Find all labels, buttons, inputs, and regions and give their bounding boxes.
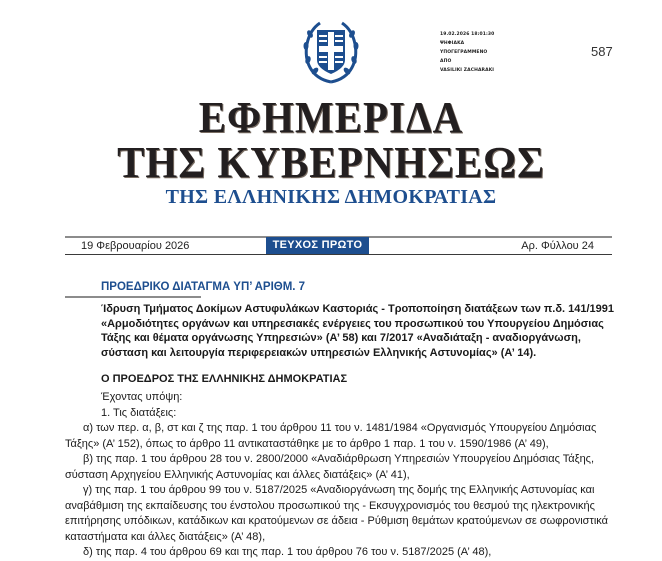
provision-a: α) των περ. α, β, στ και ζ της παρ. 1 του άρθρου 11 του ν. 1481/1984 «Οργανισμός Υπουργείου Δημόσιας Τάξης» (Α’ 152), όπως το άρθρο 11 αντικαταστάθηκε με το άρθρο 1 παρ. 1 του ν. 1590/1986 (Α’ 49), (65, 422, 597, 450)
provision-c: γ) της παρ. 1 του άρθρου 99 του ν. 5187/2025 «Αναδιοργάνωση της δομής της Ελληνικής Αστυνομίας και αναβάθμιση της εκπαίδευσης του ένστολου προσωπικού της - Εκσυγχρονισμός του θεσμού της ηλεκτρονικής επιτήρησης υπόδικων, κατάδικων και κρατούμενων σε άδεια - Ρύθμιση θεμάτων κρατούμενων σε σωφρονιστικά καταστήματα και άλλες διατάξεις» (Α’ 48), (65, 484, 608, 543)
president-heading: Ο ΠΡΟΕΔΡΟΣ ΤΗΣ ΕΛΛΗΝΙΚΗΣ ΔΗΜΟΚΡΑΤΙΑΣ (101, 373, 348, 385)
decree-body (65, 390, 618, 561)
considering-line: Έχοντας υπόψη: (101, 391, 183, 403)
stamp-line: 19.02.2026 18:01:30 (440, 32, 495, 37)
decree-summary: Ίδρυση Τμήματος Δοκίμων Αστυφυλάκων Καστοριάς - Τροποποίηση διατάξεων των π.δ. 141/1991 «Αρμοδιότητες οργάνων και υπηρεσιακές ενέργειες του προσωπικού του Υπουργείου Δημόσιας Τάξης και θέματα οργάνωσης Υπηρεσιών» (Α’ 58) και 7/2017 «Αναδιάταξη - αναδιοργάνωση, σύσταση και λειτουργία περιφερειακών υπηρεσιών Ελληνικής Αστυνομίας» (Α’ 14). (101, 303, 615, 359)
masthead-title-line2: ΤΗΣ ΚΥΒΕΡΝΗΣΕΩΣ (117, 137, 545, 187)
provision-d: δ) της παρ. 4 του άρθρου 69 και της παρ. 1 του άρθρου 76 του ν. 5187/2025 (Α’ 48), (83, 546, 492, 558)
heading-divider (65, 296, 201, 298)
stamp-line: ΥΠΟΓΕΓΡΑΜΜΕΝΟ (440, 50, 488, 55)
issue-type-badge: ΤΕΥΧΟΣ ΠΡΩΤΟ (266, 237, 369, 254)
provision-b: β) της παρ. 1 του άρθρου 28 του ν. 2800/2000 «Αναδιάρθρωση Υπηρεσιών Υπουργείου Δημόσιας Τάξης, σύσταση Αρχηγείου Ελληνικής Αστυνομίας και άλλες διατάξεις» (Α’ 41), (65, 453, 595, 481)
masthead-title-line1: ΕΦΗΜΕΡΙΔΑ (198, 92, 464, 142)
stamp-line: ΑΠΟ (440, 59, 452, 64)
stamp-line: VASILIKI ZACHARAKI (440, 68, 495, 73)
digital-signature-stamp (440, 30, 494, 75)
masthead-subtitle: ΤΗΣ ΕΛΛΗΝΙΚΗΣ ΔΗΜΟΚΡΑΤΙΑΣ (165, 186, 497, 208)
coat-of-arms-icon (302, 20, 360, 86)
provisions-item-1: 1. Τις διατάξεις: (101, 406, 177, 419)
issue-date: 19 Φεβρουαρίου 2026 (81, 240, 190, 252)
decree-heading: ΠΡΟΕΔΡΙΚΟ ΔΙΑΤΑΓΜΑ ΥΠ’ ΑΡΙΘΜ. 7 (101, 281, 306, 293)
page-number: 587 (591, 44, 613, 59)
stamp-line: ΨΗΦΙΑΚΑ (440, 41, 465, 46)
issue-info-bar (65, 236, 612, 255)
sheet-number: Αρ. Φύλλου 24 (521, 240, 594, 252)
